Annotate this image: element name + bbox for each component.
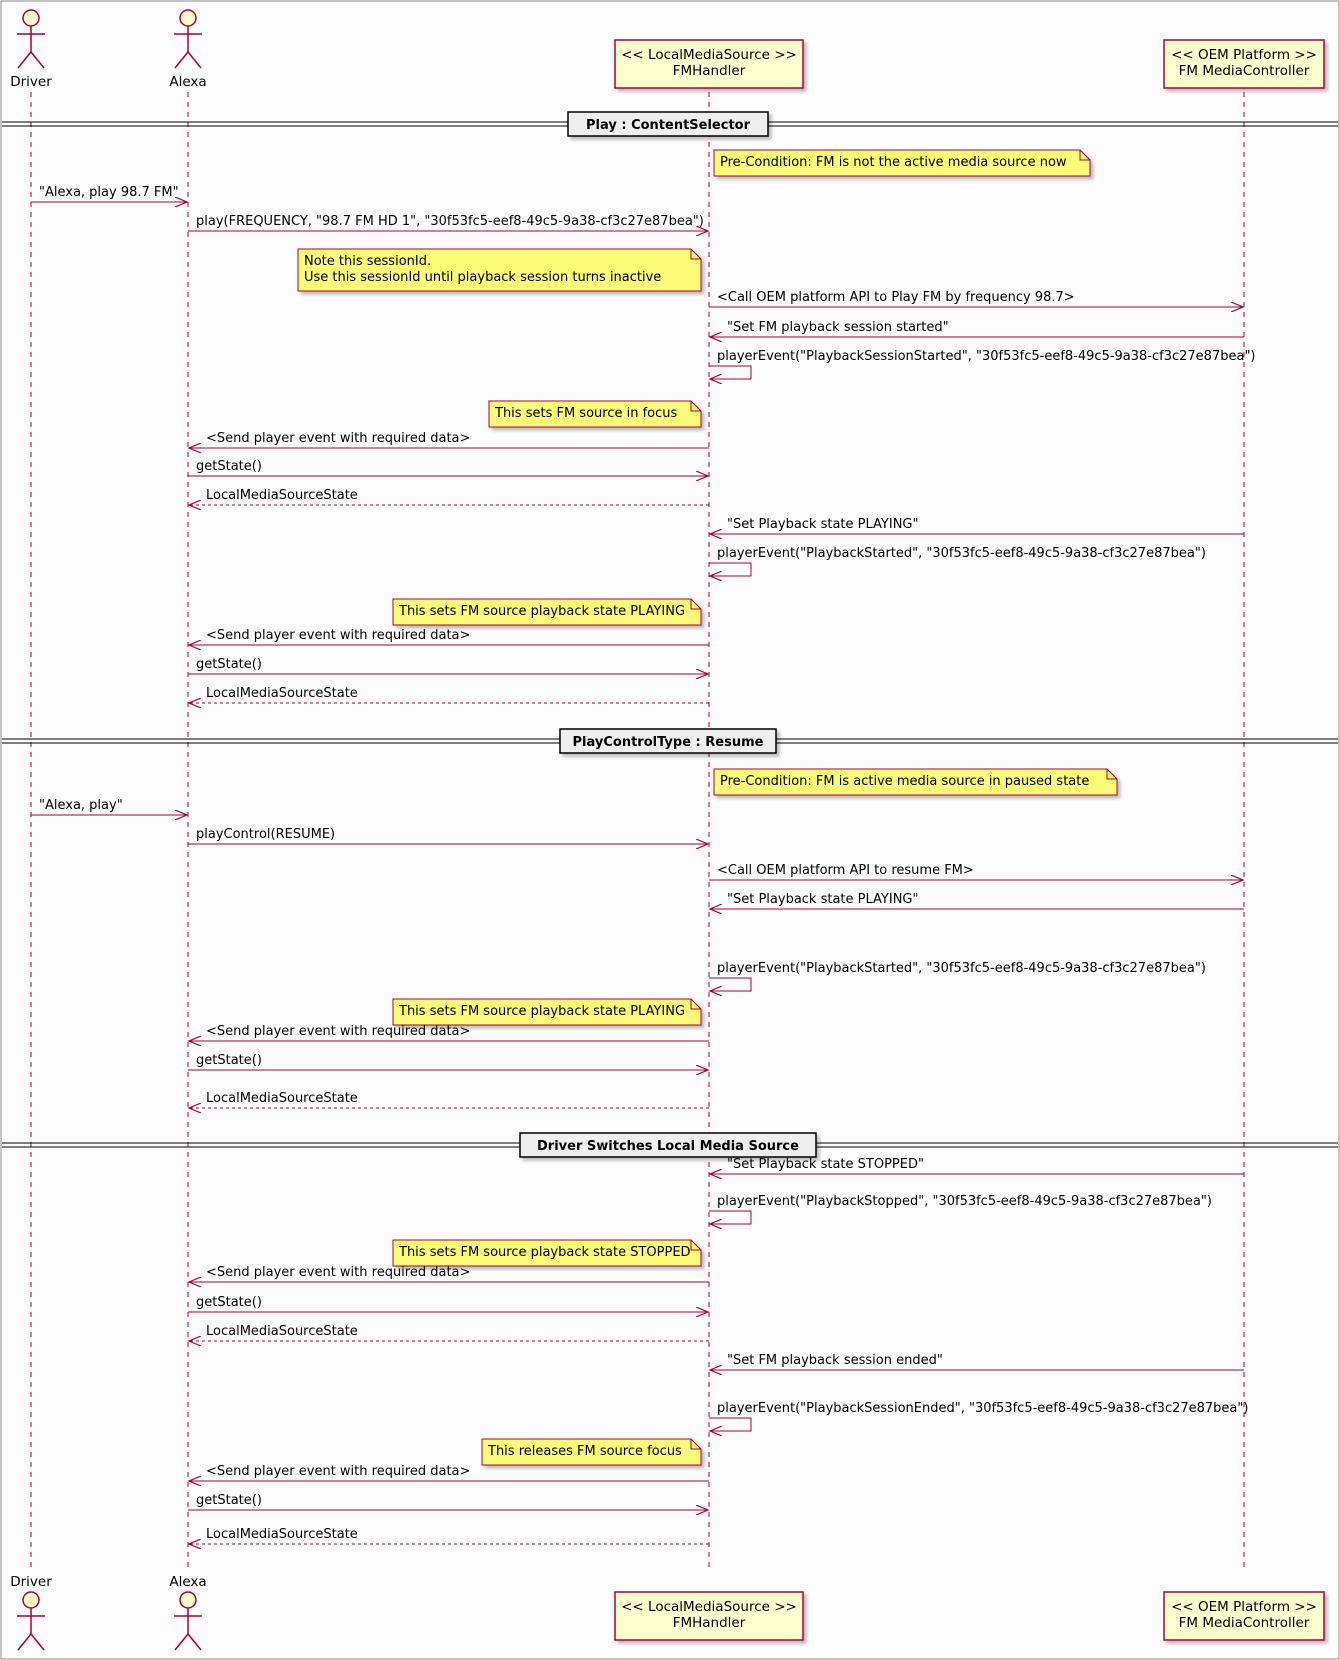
actor-head <box>180 10 196 26</box>
note-text: Pre-Condition: FM is not the active media source now <box>720 155 1067 170</box>
note-text: Note this sessionId. <box>304 254 432 269</box>
note <box>393 999 701 1025</box>
divider-label: PlayControlType : Resume <box>572 735 764 750</box>
message-label: "Alexa, play" <box>39 798 123 813</box>
participant-label-line: << LocalMediaSource >> <box>621 47 797 63</box>
message-label: <Send player event with required data> <box>206 1464 471 1479</box>
participant-label-line: << OEM Platform >> <box>1171 47 1317 63</box>
participant-label-line: FMHandler <box>672 63 746 79</box>
message-label: playControl(RESUME) <box>196 827 336 842</box>
note-text: This sets FM source playback state PLAYING <box>399 1004 686 1019</box>
message-label: "Set FM playback session started" <box>727 320 949 335</box>
message-label: LocalMediaSourceState <box>206 488 358 503</box>
actor-head <box>23 10 39 26</box>
message-label: "Set FM playback session ended" <box>727 1353 943 1368</box>
actor-label-alexa: Alexa <box>169 74 207 90</box>
note-text: This sets FM source playback state STOPPED <box>399 1245 691 1260</box>
note-text: Use this sessionId until playback session turns inactive <box>304 270 662 285</box>
message-label: getState() <box>196 1295 262 1310</box>
note <box>714 150 1090 176</box>
participant-label-line: FMHandler <box>672 1615 746 1631</box>
note <box>393 1240 701 1266</box>
note <box>298 249 701 291</box>
message-label: getState() <box>196 459 262 474</box>
message-label: LocalMediaSourceState <box>206 1091 358 1106</box>
message-label: playerEvent("PlaybackSessionStarted", "30f53fc5-eef8-49c5-9a38-cf3c27e87bea") <box>717 349 1256 364</box>
divider-label: Driver Switches Local Media Source <box>537 1139 799 1154</box>
participant-label-line: << LocalMediaSource >> <box>621 1599 797 1615</box>
message-label: LocalMediaSourceState <box>206 1527 358 1542</box>
participant-fm <box>615 40 803 88</box>
message-label: "Set Playback state PLAYING" <box>727 517 919 532</box>
divider-label: Play : ContentSelector <box>585 118 751 133</box>
message-label: LocalMediaSourceState <box>206 1324 358 1339</box>
message-label: playerEvent("PlaybackStopped", "30f53fc5-eef8-49c5-9a38-cf3c27e87bea") <box>717 1194 1212 1209</box>
actor-label-alexa: Alexa <box>169 1574 207 1590</box>
message-label: playerEvent("PlaybackStarted", "30f53fc5-eef8-49c5-9a38-cf3c27e87bea") <box>717 546 1206 561</box>
message-label: <Send player event with required data> <box>206 628 471 643</box>
actor-label-driver: Driver <box>10 74 52 90</box>
message-label: <Send player event with required data> <box>206 1265 471 1280</box>
message-label: "Set Playback state STOPPED" <box>727 1157 924 1172</box>
actor-label-driver: Driver <box>10 1574 52 1590</box>
message-label: <Send player event with required data> <box>206 431 471 446</box>
message-label: "Set Playback state PLAYING" <box>727 892 919 907</box>
participant-label-line: FM MediaController <box>1178 1615 1310 1631</box>
message <box>31 185 187 202</box>
message-label: playerEvent("PlaybackStarted", "30f53fc5-eef8-49c5-9a38-cf3c27e87bea") <box>717 961 1206 976</box>
message-label: playerEvent("PlaybackSessionEnded", "30f53fc5-eef8-49c5-9a38-cf3c27e87bea") <box>717 1401 1249 1416</box>
note-text: This sets FM source in focus <box>495 406 678 421</box>
note <box>482 1439 701 1465</box>
message-label: <Call OEM platform API to resume FM> <box>717 863 974 878</box>
message-label: getState() <box>196 657 262 672</box>
message-label: play(FREQUENCY, "98.7 FM HD 1", "30f53fc5-eef8-49c5-9a38-cf3c27e87bea") <box>196 214 704 229</box>
message-label: getState() <box>196 1493 262 1508</box>
participant-oem <box>1164 40 1324 88</box>
note-text: This sets FM source playback state PLAYING <box>399 604 686 619</box>
actor-head <box>23 1592 39 1608</box>
message-label: getState() <box>196 1053 262 1068</box>
participant-fm <box>615 1592 803 1640</box>
participant-label-line: FM MediaController <box>1178 63 1310 79</box>
message-label: "Alexa, play 98.7 FM" <box>39 185 179 200</box>
note <box>393 599 701 625</box>
participant-label-line: << OEM Platform >> <box>1171 1599 1317 1615</box>
message-label: <Send player event with required data> <box>206 1024 471 1039</box>
participant-oem <box>1164 1592 1324 1640</box>
note-text: This releases FM source focus <box>488 1444 682 1459</box>
message <box>188 214 708 231</box>
note <box>489 401 701 427</box>
note <box>714 769 1117 795</box>
message-label: LocalMediaSourceState <box>206 686 358 701</box>
actor-head <box>180 1592 196 1608</box>
note-text: Pre-Condition: FM is active media source in paused state <box>720 774 1090 789</box>
message-label: <Call OEM platform API to Play FM by frequency 98.7> <box>717 290 1075 305</box>
